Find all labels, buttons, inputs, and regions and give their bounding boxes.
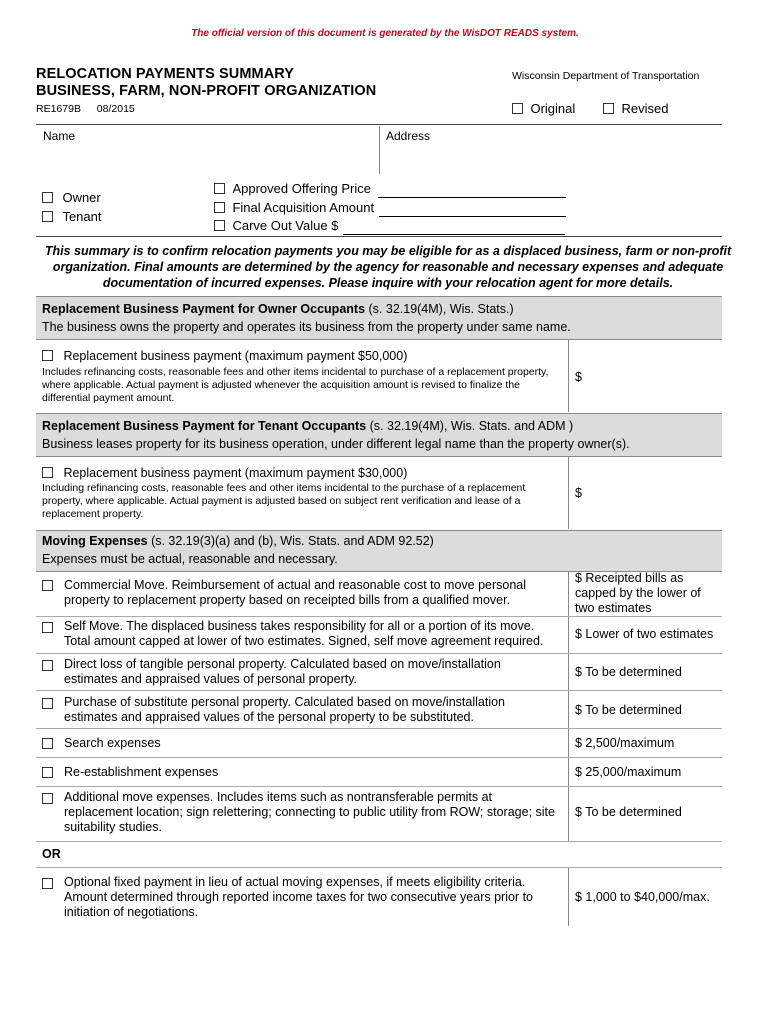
row-divider (36, 867, 722, 868)
owner-payment-label: Replacement business payment (maximum payment $50,000) (63, 349, 408, 363)
substitute-property-amount: $ To be determined (575, 703, 682, 717)
direct-loss-checkbox-wrap[interactable] (42, 657, 53, 675)
intro-paragraph: This summary is to confirm relocation payments you may be eligible for as a displaced business, farm or non-profit organization. Final amounts are determined by the agency for reasonable and necessary expenses and adequate documentation of incurred expenses. Please inquire with your relocation agent for more details. (44, 244, 732, 290)
tenant-payment-row[interactable] (42, 464, 407, 482)
search-expenses-checkbox-wrap[interactable] (42, 735, 53, 753)
direct-loss-checkbox[interactable] (42, 660, 53, 671)
original-option[interactable] (512, 100, 575, 118)
approved-offering-label: Approved Offering Price (232, 181, 371, 196)
owner-payment-checkbox[interactable] (42, 350, 53, 361)
final-acquisition-row[interactable] (214, 199, 566, 217)
search-expenses-amount: $ 2,500/maximum (575, 736, 675, 750)
moving-section-title-bold: Moving Expenses (42, 534, 148, 548)
moving-section-desc: Expenses must be actual, reasonable and necessary. (42, 552, 338, 566)
additional-expenses-checkbox[interactable] (42, 793, 53, 804)
commercial-move-checkbox-wrap[interactable] (42, 577, 53, 595)
tenant-section-title (42, 419, 573, 433)
self-move-checkbox-wrap[interactable] (42, 619, 53, 637)
revised-checkbox[interactable] (603, 103, 614, 114)
agency-name: Wisconsin Department of Transportation (512, 70, 700, 82)
tenant-amount-divider (568, 456, 569, 529)
final-acquisition-field[interactable] (379, 204, 566, 217)
revised-label: Revised (621, 101, 669, 116)
direct-loss-text: Direct loss of tangible personal property. Calculated based on move/installation estimates and appraised values of personal property. (64, 657, 501, 686)
name-field[interactable] (36, 144, 378, 170)
commercial-move-text: Commercial Move. Reimbursement of actual and reasonable cost to move personal property to replacement property based on receipted bills from a qualified mover. (64, 578, 527, 607)
tenant-label: Tenant (62, 209, 102, 224)
owner-section-title-bold: Replacement Business Payment for Owner Occupants (42, 302, 366, 316)
tenant-payment-checkbox[interactable] (42, 467, 53, 478)
carve-out-field[interactable] (343, 222, 565, 235)
substitute-property-checkbox-wrap[interactable] (42, 695, 53, 713)
tenant-checkbox[interactable] (42, 211, 53, 222)
original-checkbox[interactable] (512, 103, 523, 114)
fixed-payment-checkbox[interactable] (42, 878, 53, 889)
owner-payment-row[interactable] (42, 347, 407, 365)
form-title-line2: BUSINESS, FARM, NON-PROFIT ORGANIZATION (36, 83, 377, 99)
commercial-move-amount: $ Receipted bills as capped by the lower of two estimates (575, 571, 701, 615)
owner-amount-divider (568, 339, 569, 412)
substitute-property-checkbox[interactable] (42, 698, 53, 709)
carve-out-row[interactable] (214, 217, 565, 235)
additional-expenses-amount: $ To be determined (575, 805, 682, 819)
approved-offering-field[interactable] (378, 185, 566, 198)
official-version-banner: The official version of this document is generated by the WisDOT READS system. (191, 28, 579, 39)
moving-section-title-citation: (s. 32.19(3)(a) and (b), Wis. Stats. and ADM 92.52) (147, 534, 434, 548)
form-id (36, 103, 135, 115)
name-label: Name (43, 129, 76, 143)
form-number: RE1679B (36, 103, 81, 115)
header-divider (36, 124, 722, 125)
carve-out-label: Carve Out Value $ (232, 218, 339, 233)
reestablishment-checkbox-wrap[interactable] (42, 764, 53, 782)
fixed-amount-divider (568, 868, 569, 926)
form-title-line1: RELOCATION PAYMENTS SUMMARY (36, 66, 295, 82)
tenant-payment-amount: $ (575, 486, 582, 500)
row-divider (36, 728, 722, 729)
tenant-payment-label: Replacement business payment (maximum payment $30,000) (63, 466, 408, 480)
tenant-option[interactable] (42, 208, 102, 226)
substitute-property-text: Purchase of substitute personal property. Calculated based on move/installation estimates and appraised values of the personal property to be substituted. (64, 695, 505, 724)
reestablishment-text: Re-establishment expenses (64, 765, 219, 779)
owner-payment-note: Includes refinancing costs, reasonable fees and other items incidental to purchase of a replacement property, where applicable. Actual payment is adjusted whenever the acquisition amount is revised to finalize the differential payment amount. (42, 366, 549, 404)
approved-offering-row[interactable] (214, 180, 566, 198)
final-acquisition-label: Final Acquisition Amount (232, 200, 375, 215)
moving-amount-divider (568, 571, 569, 841)
self-move-checkbox[interactable] (42, 622, 53, 633)
additional-expenses-text: Additional move expenses. Includes items such as nontransferable permits at replacement location; sign relettering; connecting to public utility from ROW; storage; site suitability studies. (64, 790, 555, 834)
row-divider (36, 841, 722, 842)
tenant-section-desc: Business leases property for its business operation, under different legal name than the property owner(s). (42, 437, 630, 451)
row-divider (36, 690, 722, 691)
row-divider (36, 757, 722, 758)
owner-section-desc: The business owns the property and operates its business from the property under same name. (42, 320, 571, 334)
name-address-divider (379, 126, 380, 174)
search-expenses-checkbox[interactable] (42, 738, 53, 749)
self-move-amount: $ Lower of two estimates (575, 627, 714, 641)
original-label: Original (530, 101, 576, 116)
final-acquisition-checkbox[interactable] (214, 202, 225, 213)
self-move-text: Self Move. The displaced business takes responsibility for all or a portion of its move. Total amount capped at lower of two estimates. Signed, self move agreement required. (64, 619, 544, 648)
tenant-section-title-bold: Replacement Business Payment for Tenant Occupants (42, 419, 367, 433)
owner-checkbox[interactable] (42, 192, 53, 203)
reestablishment-amount: $ 25,000/maximum (575, 765, 682, 779)
revised-option[interactable] (603, 100, 668, 118)
tenant-payment-note: Including refinancing costs, reasonable fees and other items incidental to the purchase of a replacement property, where applicable. Actual payment is adjusted based on subject rent verification and lease of a replacement property. (42, 482, 526, 520)
row-divider (36, 616, 722, 617)
form-revision-date: 08/2015 (96, 103, 135, 115)
row-divider (36, 786, 722, 787)
reestablishment-checkbox[interactable] (42, 767, 53, 778)
owner-section-title-citation: (s. 32.19(4M), Wis. Stats.) (365, 302, 514, 316)
direct-loss-amount: $ To be determined (575, 665, 682, 679)
owner-option[interactable] (42, 189, 101, 207)
address-label: Address (386, 129, 431, 143)
fixed-payment-text: Optional fixed payment in lieu of actual moving expenses, if meets eligibility criteria. Amount determined through reported income taxes for two consecutive years prior to initiation of negotiations. (64, 875, 533, 919)
carve-out-checkbox[interactable] (214, 220, 225, 231)
owner-section-title (42, 302, 514, 316)
search-expenses-text: Search expenses (64, 736, 161, 750)
or-label: OR (42, 847, 61, 861)
additional-expenses-checkbox-wrap[interactable] (42, 790, 53, 808)
fixed-payment-amount: $ 1,000 to $40,000/max. (575, 890, 710, 904)
owner-payment-amount: $ (575, 370, 582, 384)
approved-offering-checkbox[interactable] (214, 183, 225, 194)
moving-section-title (42, 534, 434, 548)
fixed-payment-checkbox-wrap[interactable] (42, 875, 53, 893)
commercial-move-checkbox[interactable] (42, 580, 53, 591)
row-divider (36, 653, 722, 654)
owner-label: Owner (62, 190, 101, 205)
address-field[interactable] (382, 144, 722, 170)
intro-top-divider (36, 236, 722, 237)
tenant-section-title-citation: (s. 32.19(4M), Wis. Stats. and ADM ) (366, 419, 574, 433)
